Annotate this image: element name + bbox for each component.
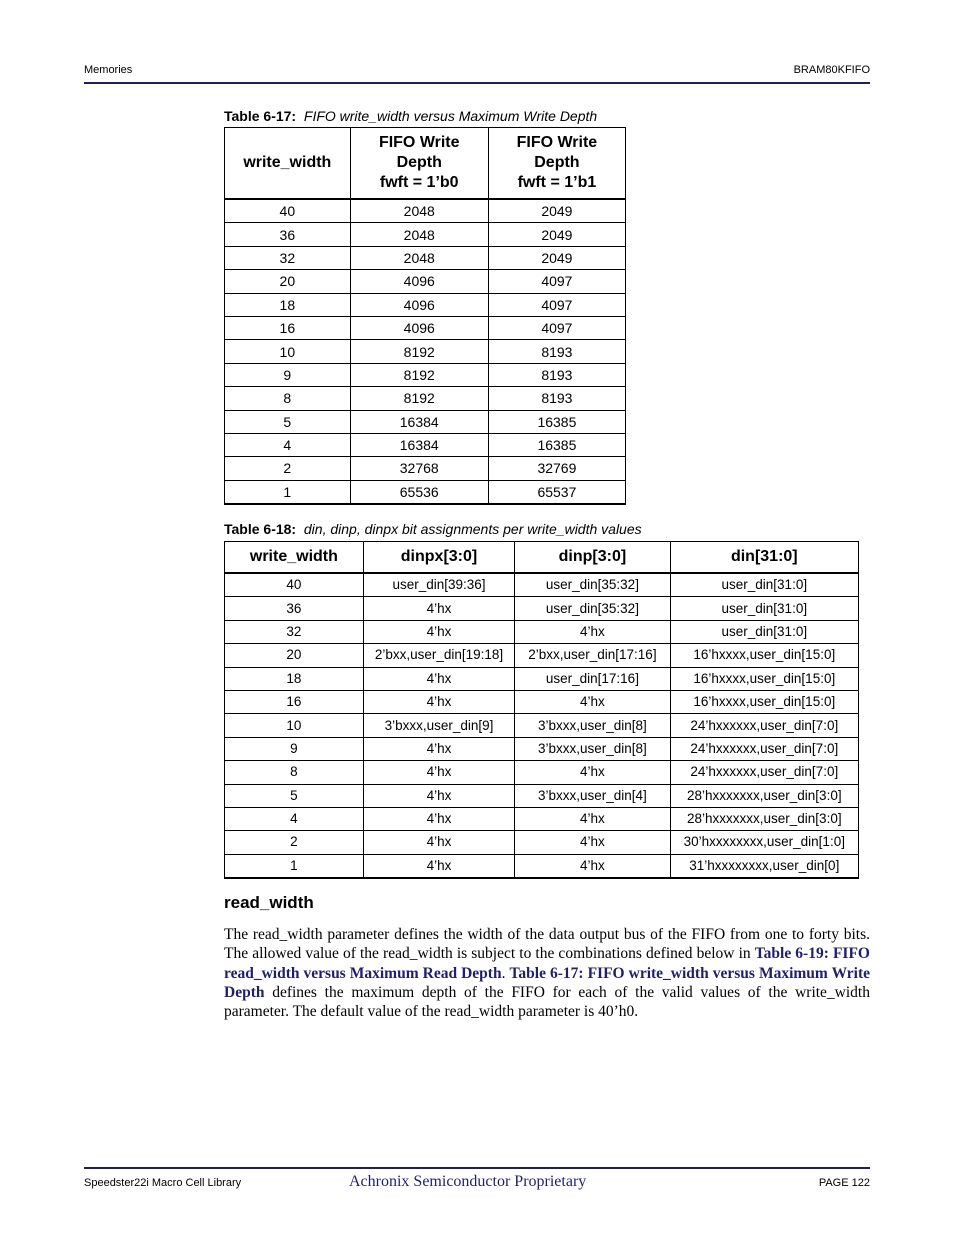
section-heading: read_width: [224, 893, 314, 912]
table-cell: 3’bxxx,user_din[4]: [515, 784, 670, 807]
table2-caption: [224, 521, 642, 537]
table-cell: 2049: [488, 223, 625, 246]
header-rule: [84, 82, 870, 84]
table-cell: 2048: [350, 246, 488, 269]
section-paragraph: [224, 925, 870, 1021]
table-row: [225, 807, 859, 830]
table-cell: 8192: [350, 363, 488, 386]
table-cell: 2048: [350, 223, 488, 246]
table-cell: 3’bxxx,user_din[8]: [515, 714, 670, 737]
footer-page-number: PAGE 122: [818, 1177, 870, 1189]
paragraph-text: .: [501, 964, 510, 982]
table-row: [225, 246, 626, 269]
table-cell: 2’bxx,user_din[17:16]: [515, 644, 670, 667]
table-row: [225, 784, 859, 807]
table-row: [225, 293, 626, 316]
table-cell: 24’hxxxxxx,user_din[7:0]: [670, 737, 858, 760]
table-cell: 20: [225, 270, 351, 293]
table-cell: 65536: [350, 480, 488, 504]
table2-header-cell: din[31:0]: [670, 542, 858, 574]
table-cell: user_din[39:36]: [363, 573, 514, 597]
table1-caption-text: FIFO write_width versus Maximum Write Depth: [303, 108, 598, 124]
table-cell: 16: [225, 316, 351, 339]
table-row: [225, 714, 859, 737]
table-cell: 16385: [488, 410, 625, 433]
table-cell: 2049: [488, 246, 625, 269]
table-cell: 4’hx: [363, 667, 514, 690]
table-cell: 4097: [488, 293, 625, 316]
table-cell: 8192: [350, 340, 488, 363]
table-cell: 2049: [488, 199, 625, 223]
table-cell: 4’hx: [515, 807, 670, 830]
table-cell: 4’hx: [515, 854, 670, 878]
table-cell: 2: [225, 831, 364, 854]
table1-header-cell: [225, 128, 351, 200]
table2-caption-number: Table 6-18:: [224, 521, 297, 537]
paragraph-text: defines the maximum depth of the FIFO for each of the valid values of the write_width parameter. The default value of the read_width parameter is 40’h0.: [224, 983, 870, 1021]
table-cell: 32769: [488, 457, 625, 480]
table-row: [225, 457, 626, 480]
table-cell: 65537: [488, 480, 625, 504]
table-row: [225, 667, 859, 690]
table-cell: 2048: [350, 199, 488, 223]
table-row: [225, 316, 626, 339]
table-cell: 30’hxxxxxxxx,user_din[1:0]: [670, 831, 858, 854]
table-cell: 1: [225, 854, 364, 878]
table-cell: 36: [225, 223, 351, 246]
table-row: [225, 270, 626, 293]
table-cell: 8193: [488, 340, 625, 363]
table-row: [225, 854, 859, 878]
table-cell: 24’hxxxxxx,user_din[7:0]: [670, 714, 858, 737]
table-cell: 4’hx: [363, 854, 514, 878]
table-cell: 31’hxxxxxxxx,user_din[0]: [670, 854, 858, 878]
footer-proprietary-notice: Achronix Semiconductor Proprietary: [349, 1173, 587, 1190]
header-section-title: Memories: [84, 64, 133, 76]
table-cell: 4’hx: [515, 690, 670, 713]
table-cell: 4’hx: [363, 620, 514, 643]
table-cell: 10: [225, 714, 364, 737]
table-row: [225, 573, 859, 597]
table1-header-line: FIFO Write: [516, 134, 598, 151]
table-cell: 4’hx: [515, 761, 670, 784]
table-cell: 4’hx: [363, 831, 514, 854]
table1-header-line: fwft = 1’b1: [517, 174, 597, 191]
table-cell: 3’bxxx,user_din[9]: [363, 714, 514, 737]
footer-document-title: Speedster22i Macro Cell Library: [84, 1177, 242, 1189]
table-row: [225, 597, 859, 620]
table-cell: 3’bxxx,user_din[8]: [515, 737, 670, 760]
table-cell: 36: [225, 597, 364, 620]
table-row: [225, 737, 859, 760]
table1-header-line: FIFO Write: [378, 134, 460, 151]
din-bit-assignment-table: [224, 541, 859, 879]
table-cell: 5: [225, 784, 364, 807]
table2-header-cell: dinp[3:0]: [515, 542, 670, 574]
header-component-name: BRAM80KFIFO: [793, 64, 870, 76]
table1-body: [225, 199, 626, 504]
table-row: [225, 363, 626, 386]
table-cell: 4’hx: [515, 831, 670, 854]
table-6-19-link[interactable]: Table 6-19: FIFO read_width versus Maximum Read Depth: [224, 945, 870, 982]
table1-header-line: write_width: [243, 154, 332, 171]
table-cell: 32: [225, 246, 351, 269]
table-cell: user_din[35:32]: [515, 597, 670, 620]
table1-header-cell: [488, 128, 625, 200]
table-cell: 4096: [350, 316, 488, 339]
table-row: [225, 199, 626, 223]
table-cell: 16385: [488, 433, 625, 456]
write-depth-table: [224, 127, 626, 505]
table-cell: 4’hx: [363, 807, 514, 830]
table-cell: 32: [225, 620, 364, 643]
table-cell: 4097: [488, 316, 625, 339]
table-row: [225, 644, 859, 667]
table-row: [225, 223, 626, 246]
table-cell: 16384: [350, 410, 488, 433]
table-row: [225, 831, 859, 854]
table-cell: 18: [225, 667, 364, 690]
table-row: [225, 340, 626, 363]
table-cell: 40: [225, 199, 351, 223]
table-cell: 8193: [488, 363, 625, 386]
table-row: [225, 761, 859, 784]
table-cell: 4: [225, 807, 364, 830]
table2-caption-text: din, dinp, dinpx bit assignments per write_width values: [303, 521, 642, 537]
table-6-17-link[interactable]: Table 6-17: FIFO write_width versus Maximum Write Depth: [224, 964, 871, 1001]
table-row: [225, 433, 626, 456]
table-row: [225, 480, 626, 504]
table1-header-cell: [350, 128, 488, 200]
table-cell: 10: [225, 340, 351, 363]
table-cell: 5: [225, 410, 351, 433]
table-cell: 16384: [350, 433, 488, 456]
table-cell: 16’hxxxx,user_din[15:0]: [670, 644, 858, 667]
table-cell: 8: [225, 387, 351, 410]
footer-rule: [84, 1167, 870, 1169]
table-cell: user_din[17:16]: [515, 667, 670, 690]
table-cell: 4096: [350, 270, 488, 293]
table-cell: 18: [225, 293, 351, 316]
table-cell: 4096: [350, 293, 488, 316]
table-cell: 2: [225, 457, 351, 480]
table2-header-cell: write_width: [225, 542, 364, 574]
table-cell: user_din[35:32]: [515, 573, 670, 597]
table-cell: 9: [225, 737, 364, 760]
table-cell: 1: [225, 480, 351, 504]
table-cell: 8192: [350, 387, 488, 410]
table1-header-line: Depth: [534, 154, 580, 171]
table-cell: 20: [225, 644, 364, 667]
table-row: [225, 410, 626, 433]
table-cell: 16’hxxxx,user_din[15:0]: [670, 667, 858, 690]
table-cell: 4’hx: [363, 597, 514, 620]
table1-header-line: Depth: [396, 154, 442, 171]
table-cell: 28’hxxxxxxx,user_din[3:0]: [670, 807, 858, 830]
table-cell: 4’hx: [363, 737, 514, 760]
table-cell: 24’hxxxxxx,user_din[7:0]: [670, 761, 858, 784]
table-cell: 2’bxx,user_din[19:18]: [363, 644, 514, 667]
table-cell: 4’hx: [363, 784, 514, 807]
table-cell: 9: [225, 363, 351, 386]
table-cell: 4’hx: [363, 690, 514, 713]
table-cell: 8193: [488, 387, 625, 410]
table1-caption-number: Table 6-17:: [224, 108, 297, 124]
table-cell: 8: [225, 761, 364, 784]
table-cell: user_din[31:0]: [670, 597, 858, 620]
table-cell: 4’hx: [515, 620, 670, 643]
table2-header-cell: dinpx[3:0]: [363, 542, 514, 574]
paragraph-text: The read_width parameter defines the width of the data output bus of the FIFO from one to forty bits. The allowed value of the read_width is subject to the combinations defined below in: [224, 926, 870, 963]
table-row: [225, 387, 626, 410]
table-cell: user_din[31:0]: [670, 573, 858, 597]
table-cell: 4’hx: [363, 761, 514, 784]
table-cell: 4097: [488, 270, 625, 293]
table1-header-line: fwft = 1’b0: [379, 174, 459, 191]
table1-caption: [224, 108, 597, 124]
table-row: [225, 620, 859, 643]
table-cell: 28’hxxxxxxx,user_din[3:0]: [670, 784, 858, 807]
table2-body: [225, 573, 859, 878]
table-cell: 16’hxxxx,user_din[15:0]: [670, 690, 858, 713]
table-cell: 16: [225, 690, 364, 713]
table-cell: 4: [225, 433, 351, 456]
table-cell: 40: [225, 573, 364, 597]
table-row: [225, 690, 859, 713]
table-cell: user_din[31:0]: [670, 620, 858, 643]
table-cell: 32768: [350, 457, 488, 480]
